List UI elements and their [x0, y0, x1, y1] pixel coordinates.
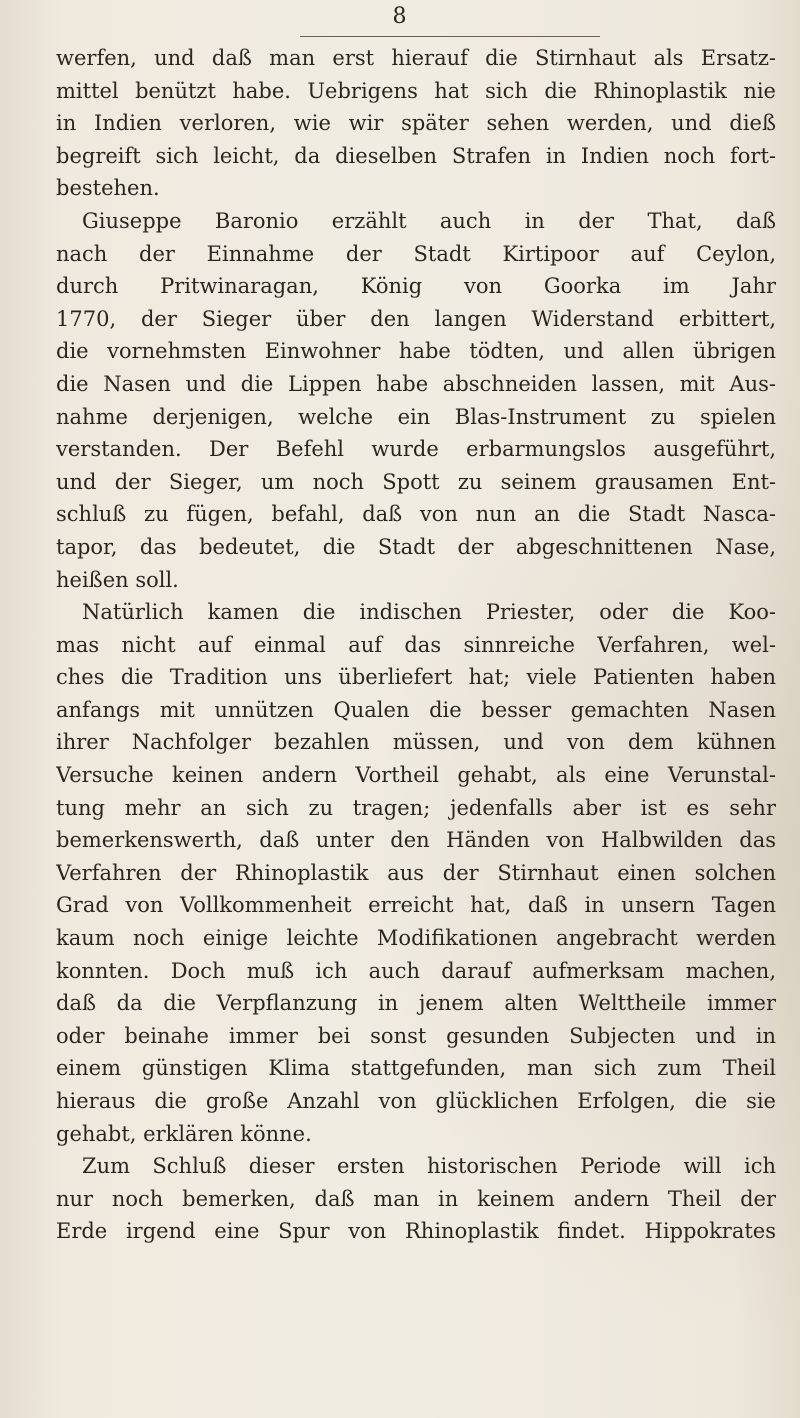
text-line: Erde irgend eine Spur von Rhinoplastik findet. Hippokrates [56, 1219, 776, 1244]
text-line: kaum noch einige leichte Modifikationen angebracht werden [56, 926, 776, 951]
text-line: werfen, und daß man erst hierauf die Stirnhaut als Ersatz- [56, 46, 776, 70]
text-line: nur noch bemerken, daß man in keinem andern Theil der [56, 1186, 776, 1211]
text-line: mas nicht auf einmal auf das sinnreiche Verfahren, wel- [56, 632, 776, 657]
text-line: durch Pritwinaragan, König von Goorka im Jahr [56, 274, 776, 299]
text-line: Versuche keinen andern Vortheil gehabt, als eine Verunstal- [56, 763, 776, 788]
text-line: einem günstigen Klima stattgefunden, man sich zum Theil [56, 1056, 776, 1081]
page-number: 8 [392, 4, 408, 29]
text-line: gehabt, erklären könne. [56, 1121, 312, 1146]
text-line: ihrer Nachfolger bezahlen müssen, und von dem kühnen [56, 730, 776, 755]
text-line: 1770, der Sieger über den langen Widerstand erbittert, [56, 306, 776, 331]
text-line: und der Sieger, um noch Spott zu seinem grausamen Ent- [56, 469, 776, 494]
text-line: bemerkenswerth, daß unter den Händen von Halbwilden das [56, 828, 776, 853]
text-line: konnten. Doch muß ich auch darauf aufmerksam machen, [56, 958, 776, 983]
text-line: verstanden. Der Befehl wurde erbarmungslos ausgeführt, [56, 437, 776, 462]
text-line: daß da die Verpflanzung in jenem alten Welttheile immer [56, 991, 776, 1016]
text-line: ches die Tradition uns überliefert hat; viele Patienten haben [56, 665, 776, 690]
text-line: mittel benützt habe. Uebrigens hat sich die Rhinoplastik nie [56, 78, 776, 103]
text-line: in Indien verloren, wie wir später sehen werden, und dieß [56, 111, 776, 136]
text-line: tapor, das bedeutet, die Stadt der abgeschnittenen Nase, [56, 534, 776, 559]
text-line: anfangs mit unnützen Qualen die besser gemachten Nasen [56, 697, 776, 722]
header-rule [300, 36, 600, 37]
text-line: oder beinahe immer bei sonst gesunden Subjecten und in [56, 1023, 776, 1048]
text-line: Natürlich kamen die indischen Priester, oder die Koo- [82, 600, 776, 625]
text-line: begreift sich leicht, da dieselben Strafen in Indien noch fort- [56, 143, 776, 168]
text-line: schluß zu fügen, befahl, daß von nun an die Stadt Nasca- [56, 502, 776, 527]
text-line: hieraus die große Anzahl von glücklichen Erfolgen, die sie [56, 1089, 776, 1113]
text-line: Zum Schluß dieser ersten historischen Periode will ich [82, 1154, 776, 1179]
body-text [56, 42, 776, 1248]
text-line: die Nasen und die Lippen habe abschneiden lassen, mit Aus- [56, 371, 776, 396]
text-line: bestehen. [56, 176, 160, 201]
text-line: heißen soll. [56, 567, 179, 592]
text-line: die vornehmsten Einwohner habe tödten, und allen übrigen [56, 339, 776, 364]
text-line: tung mehr an sich zu tragen; jedenfalls aber ist es sehr [56, 795, 776, 820]
text-line: nahme derjenigen, welche ein Blas-Instrument zu spielen [56, 404, 776, 429]
text-line: nach der Einnahme der Stadt Kirtipoor auf Ceylon, [56, 241, 776, 266]
text-line: Giuseppe Baronio erzählt auch in der That, daß [82, 208, 776, 233]
text-line: Grad von Vollkommenheit erreicht hat, daß in unsern Tagen [56, 893, 776, 918]
text-line: Verfahren der Rhinoplastik aus der Stirnhaut einen solchen [56, 860, 776, 885]
